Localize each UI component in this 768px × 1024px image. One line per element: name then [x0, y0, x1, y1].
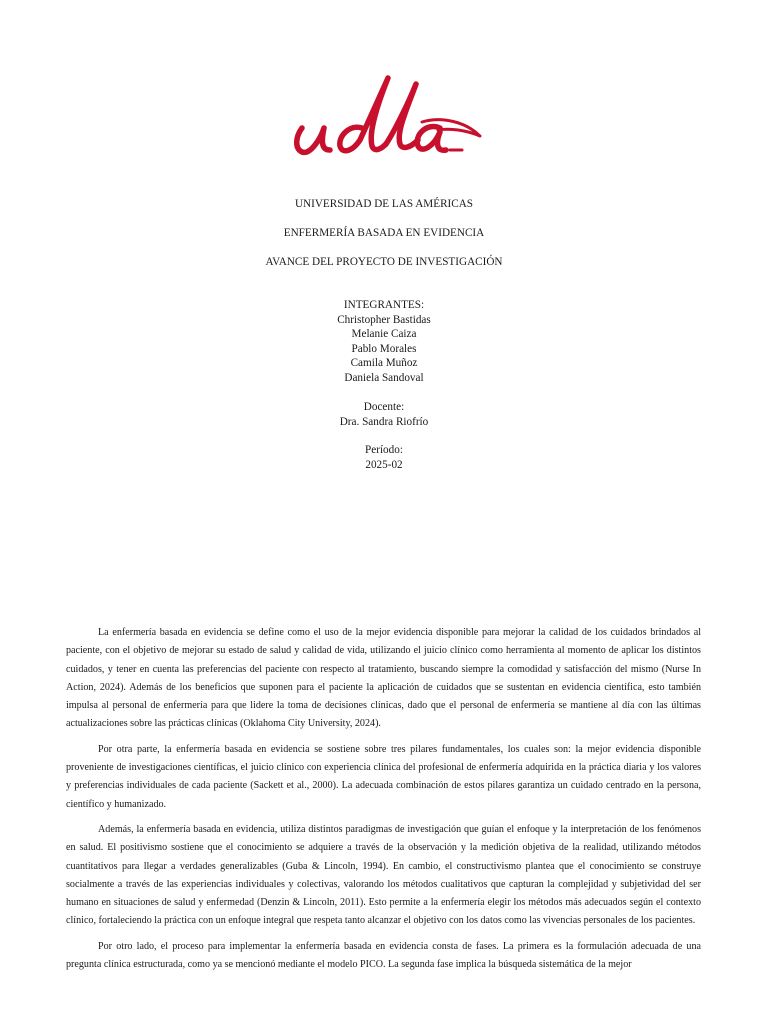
teacher-name: Dra. Sandra Riofrío	[339, 415, 429, 428]
member-name: Camila Muñoz	[350, 357, 418, 369]
period-block	[0, 443, 768, 472]
member-name: Melanie Caiza	[351, 328, 417, 340]
period-value: 2025-02	[365, 458, 403, 471]
member-name: Daniela Sandoval	[344, 371, 424, 384]
members-block	[0, 298, 768, 385]
subject-line: ENFERMERÍA BASADA EN EVIDENCIA	[283, 227, 485, 239]
teacher-label: Docente:	[363, 401, 405, 413]
paragraph: Por otra parte, la enfermería basada en evidencia se sostiene sobre tres pilares fundamentales, los cuales son: la mejor evidencia disponible proveniente de investigaciones científicas, el juicio clínico con experiencia clínica del profesional de enfermería adquirida en la práctica diaria y los valores y preferencias individuales de cada paciente (Sackett et al., 2000). La adecuada combinación de estos pilares garantiza un cuidado centrado en la persona, científico y humanizado.	[66, 743, 701, 810]
paragraph: Además, la enfermería basada en evidencia, utiliza distintos paradigmas de investigación que guían el enfoque y la interpretación de los fenómenos en salud. El positivismo sostiene que el conocimiento se adquiere a través de la observación y la medición objetiva de la realidad, utilizando métodos cuantitativos para llegar a verdades generalizables (Guba & Lincoln, 1994). En cambio, el constructivismo plantea que el conocimiento se construye socialmente a través de las experiencias individuales y colectivas, valorando los métodos cualitativos que capturan la complejidad y subjetividad del ser humano en situaciones de salud y enfermedad (Denzin & Lincoln, 2011). Esto permite a la enfermería elegir los métodos más adecuados según el contexto clínico, fortaleciendo la práctica con un enfoque integral que respeta tanto alcanzar el objetivo con los datos como las vivencias personales de los pacientes.	[66, 823, 701, 927]
paragraph: La enfermería basada en evidencia se define como el uso de la mejor evidencia disponible para mejorar la calidad de los cuidados brindados al paciente, con el objetivo de mejorar su estado de salud y calidad de vida, utilizando el juicio clínico como herramienta al momento de aplicar los distintos cuidados, y tener en cuenta las preferencias del paciente con respecto al tratamiento, buscando siempre la comodidad y satisfacción del mismo (Nurse In Action, 2024). Además de los beneficios que suponen para el paciente la aplicación de cuidados que se sustentan en evidencia científica, esto también impulsa al personal de enfermería para que lidere la toma de decisiones clínicas, dado que el personal de enfermería se mantiene al día con las últimas actualizaciones sobre las prácticas clínicas (Oklahoma City University, 2024).	[66, 627, 701, 730]
assignment-title	[0, 255, 768, 270]
members-label: INTEGRANTES:	[343, 299, 425, 311]
teacher-block	[0, 400, 768, 429]
member-name: Pablo Morales	[351, 342, 417, 355]
period-label: Período:	[365, 444, 403, 456]
udla-logo	[290, 70, 485, 162]
university-name	[0, 197, 768, 212]
university-line: UNIVERSIDAD DE LAS AMÉRICAS	[294, 198, 474, 210]
paragraph: Por otro lado, el proceso para implementar la enfermería basada en evidencia consta de fases. La primera es la formulación adecuada de una pregunta clínica estructurada, como ya se mencionó mediante el modelo PICO. La segunda fase implica la búsqueda sistemática de la mejor	[66, 940, 701, 971]
body-text	[66, 624, 701, 981]
member-name: Christopher Bastidas	[337, 313, 431, 326]
subject-name	[0, 226, 768, 241]
udla-logo-strokes	[297, 78, 480, 152]
assignment-line: AVANCE DEL PROYECTO DE INVESTIGACIÓN	[265, 256, 503, 268]
